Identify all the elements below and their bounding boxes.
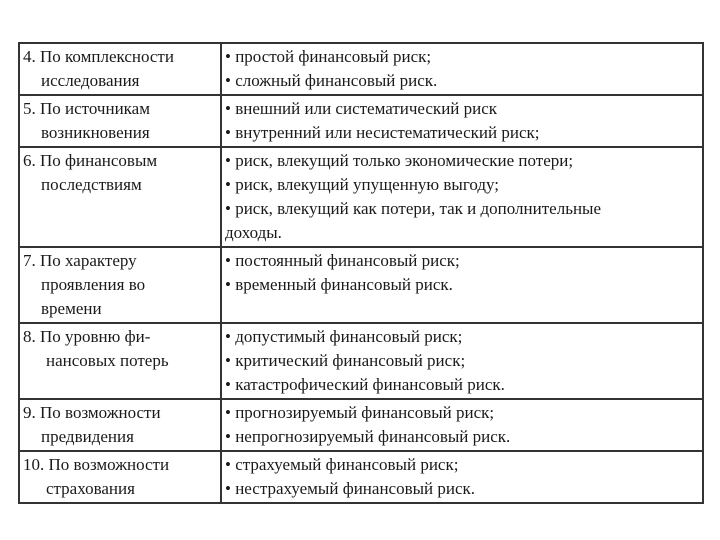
- risk-type-item: • риск, влекущий упущенную выгоду;: [225, 175, 500, 194]
- types-cell: [221, 323, 703, 399]
- criterion-text: проявления во: [41, 275, 146, 294]
- types-cell: [221, 147, 703, 247]
- risk-type-item: • непрогнозируемый финансовый риск.: [225, 427, 511, 446]
- risk-type-item: • сложный финансовый риск.: [225, 71, 438, 90]
- types-cell: [221, 247, 703, 323]
- risk-type-item: • прогнозируемый финансовый риск;: [225, 403, 495, 422]
- criterion-text: последствиям: [41, 175, 142, 194]
- risk-type-item-continuation: доходы.: [225, 223, 282, 242]
- risk-type-item: • простой финансовый риск;: [225, 47, 432, 66]
- criterion-text: 7. По характеру: [23, 251, 137, 270]
- risk-type-item: • внутренний или несистематический риск;: [225, 123, 540, 142]
- table-row: [19, 247, 703, 323]
- table-row: [19, 147, 703, 247]
- criterion-cell: [19, 247, 221, 323]
- criterion-text: 5. По источникам: [23, 99, 150, 118]
- criterion-text: 9. По возможности: [23, 403, 161, 422]
- criterion-text: 4. По комплексности: [23, 47, 174, 66]
- criterion-cell: [19, 399, 221, 451]
- types-cell: [221, 95, 703, 147]
- risk-type-item: • допустимый финансовый риск;: [225, 327, 463, 346]
- criterion-text: предвидения: [41, 427, 134, 446]
- criterion-cell: [19, 43, 221, 95]
- criterion-cell: [19, 323, 221, 399]
- risk-type-item: • нестрахуемый финансовый риск.: [225, 479, 476, 498]
- types-cell: [221, 399, 703, 451]
- risk-type-item: • внешний или систематический риск: [225, 99, 498, 118]
- criterion-text: 6. По финансовым: [23, 151, 158, 170]
- risk-type-item: • критический финансовый риск;: [225, 351, 466, 370]
- criterion-text: нансовых потерь: [46, 351, 169, 370]
- criterion-cell: [19, 95, 221, 147]
- types-cell: [221, 451, 703, 503]
- table-row: [19, 451, 703, 503]
- criterion-text: времени: [41, 299, 102, 318]
- risk-type-item: • риск, влекущий как потери, так и дополнительные: [225, 199, 602, 218]
- risk-type-item: • катастрофический финансовый риск.: [225, 375, 505, 394]
- risk-type-item: • страхуемый финансовый риск;: [225, 455, 459, 474]
- risk-type-item: • риск, влекущий только экономические потери;: [225, 151, 574, 170]
- table-row: [19, 95, 703, 147]
- table-row: [19, 323, 703, 399]
- risk-type-item: • постоянный финансовый риск;: [225, 251, 460, 270]
- criterion-cell: [19, 451, 221, 503]
- table-row: [19, 43, 703, 95]
- risk-type-item: • временный финансовый риск.: [225, 275, 453, 294]
- criterion-cell: [19, 147, 221, 247]
- risk-classification-table: [18, 42, 704, 504]
- criterion-text: исследования: [41, 71, 140, 90]
- criterion-text: возникновения: [41, 123, 150, 142]
- types-cell: [221, 43, 703, 95]
- table-row: [19, 399, 703, 451]
- criterion-text: 8. По уровню фи-: [23, 327, 151, 346]
- criterion-text: страхования: [46, 479, 135, 498]
- criterion-text: 10. По возможности: [23, 455, 170, 474]
